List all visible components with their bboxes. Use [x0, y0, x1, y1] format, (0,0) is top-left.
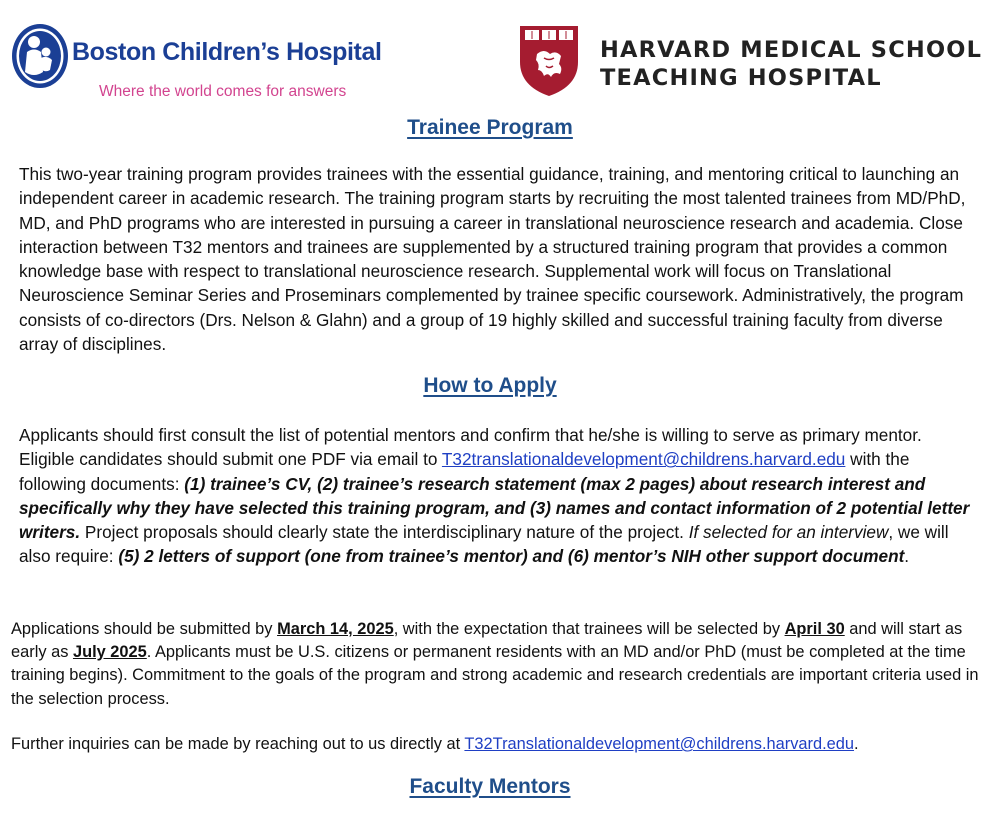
- apply-text-2: with the following documents:: [19, 449, 910, 494]
- apply-text-3: Project proposals should clearly state the interdisciplinary nature of the project.: [80, 522, 689, 543]
- apply-text-5: .: [904, 546, 910, 567]
- how-to-apply-heading: How to Apply: [423, 374, 557, 397]
- boston-childrens-logo-icon: [10, 22, 70, 90]
- required-documents: (1) trainee’s CV, (2) trainee’s research statement (max 2 pages) about research interest and specifically why they have selected this training program, and (3) names and contact information of 2 potential letter writers.: [19, 473, 970, 543]
- apply-text-1: Applicants should first consult the list of potential mentors and confirm that he/she is willing to serve as primary mentor. Eligible candidates should submit one PDF via email to: [19, 425, 922, 470]
- page-header: [0, 0, 1000, 108]
- how-to-apply-paragraph: [19, 423, 979, 569]
- faculty-mentors-heading: Faculty Mentors: [409, 775, 571, 798]
- hms-line-1: HARVARD MEDICAL SCHOOL: [600, 37, 983, 63]
- inquiries-email-link[interactable]: T32Translationaldevelopment@childrens.harvard.edu: [464, 735, 855, 753]
- interview-documents: (5) 2 letters of support (one from trainee’s mentor) and (6) mentor’s NIH other support document: [118, 546, 905, 567]
- deadlines-paragraph: [11, 618, 993, 711]
- harvard-shield-icon: [518, 24, 580, 98]
- trainee-program-paragraph: This two-year training program provides trainees with the essential guidance, training, and mentoring critical to launching an independent career in academic research. The training program starts by recruiting the most talented trainees from MD/PhD, MD, and PhD programs who are interested in pursuing a career in translational neuroscience research and academia. Close interaction between T32 mentors and trainees are supplemented by a structured training program that provides a common knowledge base with respect to translational neuroscience research. Supplemental work will focus on Translational Neuroscience Seminar Series and Proseminars complemented by trainee specific coursework. Administratively, the program consists of co-directors (Drs. Nelson & Glahn) and a group of 19 highly skilled and successful training faculty from diverse array of disciplines.: [19, 164, 966, 355]
- deadline-text-4: . Applicants must be U.S. citizens or permanent residents with an MD and/or PhD (must be completed at the time training begins). Commitment to the goals of the program and strong academic and research credentials are important criteria used in the selection process.: [11, 643, 979, 708]
- trainee-program-heading: Trainee Program: [407, 116, 573, 139]
- hms-teaching-hospital: [600, 36, 982, 92]
- deadline-text-2: , with the expectation that trainees will be selected by: [393, 620, 785, 638]
- inquiries-text-1: Further inquiries can be made by reaching out to us directly at: [11, 735, 465, 753]
- submission-deadline: March 14, 2025: [277, 620, 394, 638]
- bch-name: Boston Children’s Hospital: [72, 38, 382, 66]
- interview-note: If selected for an interview: [688, 522, 889, 543]
- deadline-text-1: Applications should be submitted by: [11, 620, 278, 638]
- inquiries-paragraph: [11, 733, 993, 756]
- hms-line-2: TEACHING HOSPITAL: [600, 65, 882, 91]
- bch-tagline: Where the world comes for answers: [99, 83, 347, 100]
- start-date: July 2025: [72, 643, 147, 662]
- deadline-text-3: and will start as early as: [11, 620, 963, 662]
- inquiries-text-2: .: [854, 735, 859, 753]
- apply-email-link[interactable]: T32translationaldevelopment@childrens.harvard.edu: [441, 449, 846, 470]
- apply-text-4: , we will also require:: [19, 522, 949, 567]
- selection-date: April 30: [784, 620, 845, 638]
